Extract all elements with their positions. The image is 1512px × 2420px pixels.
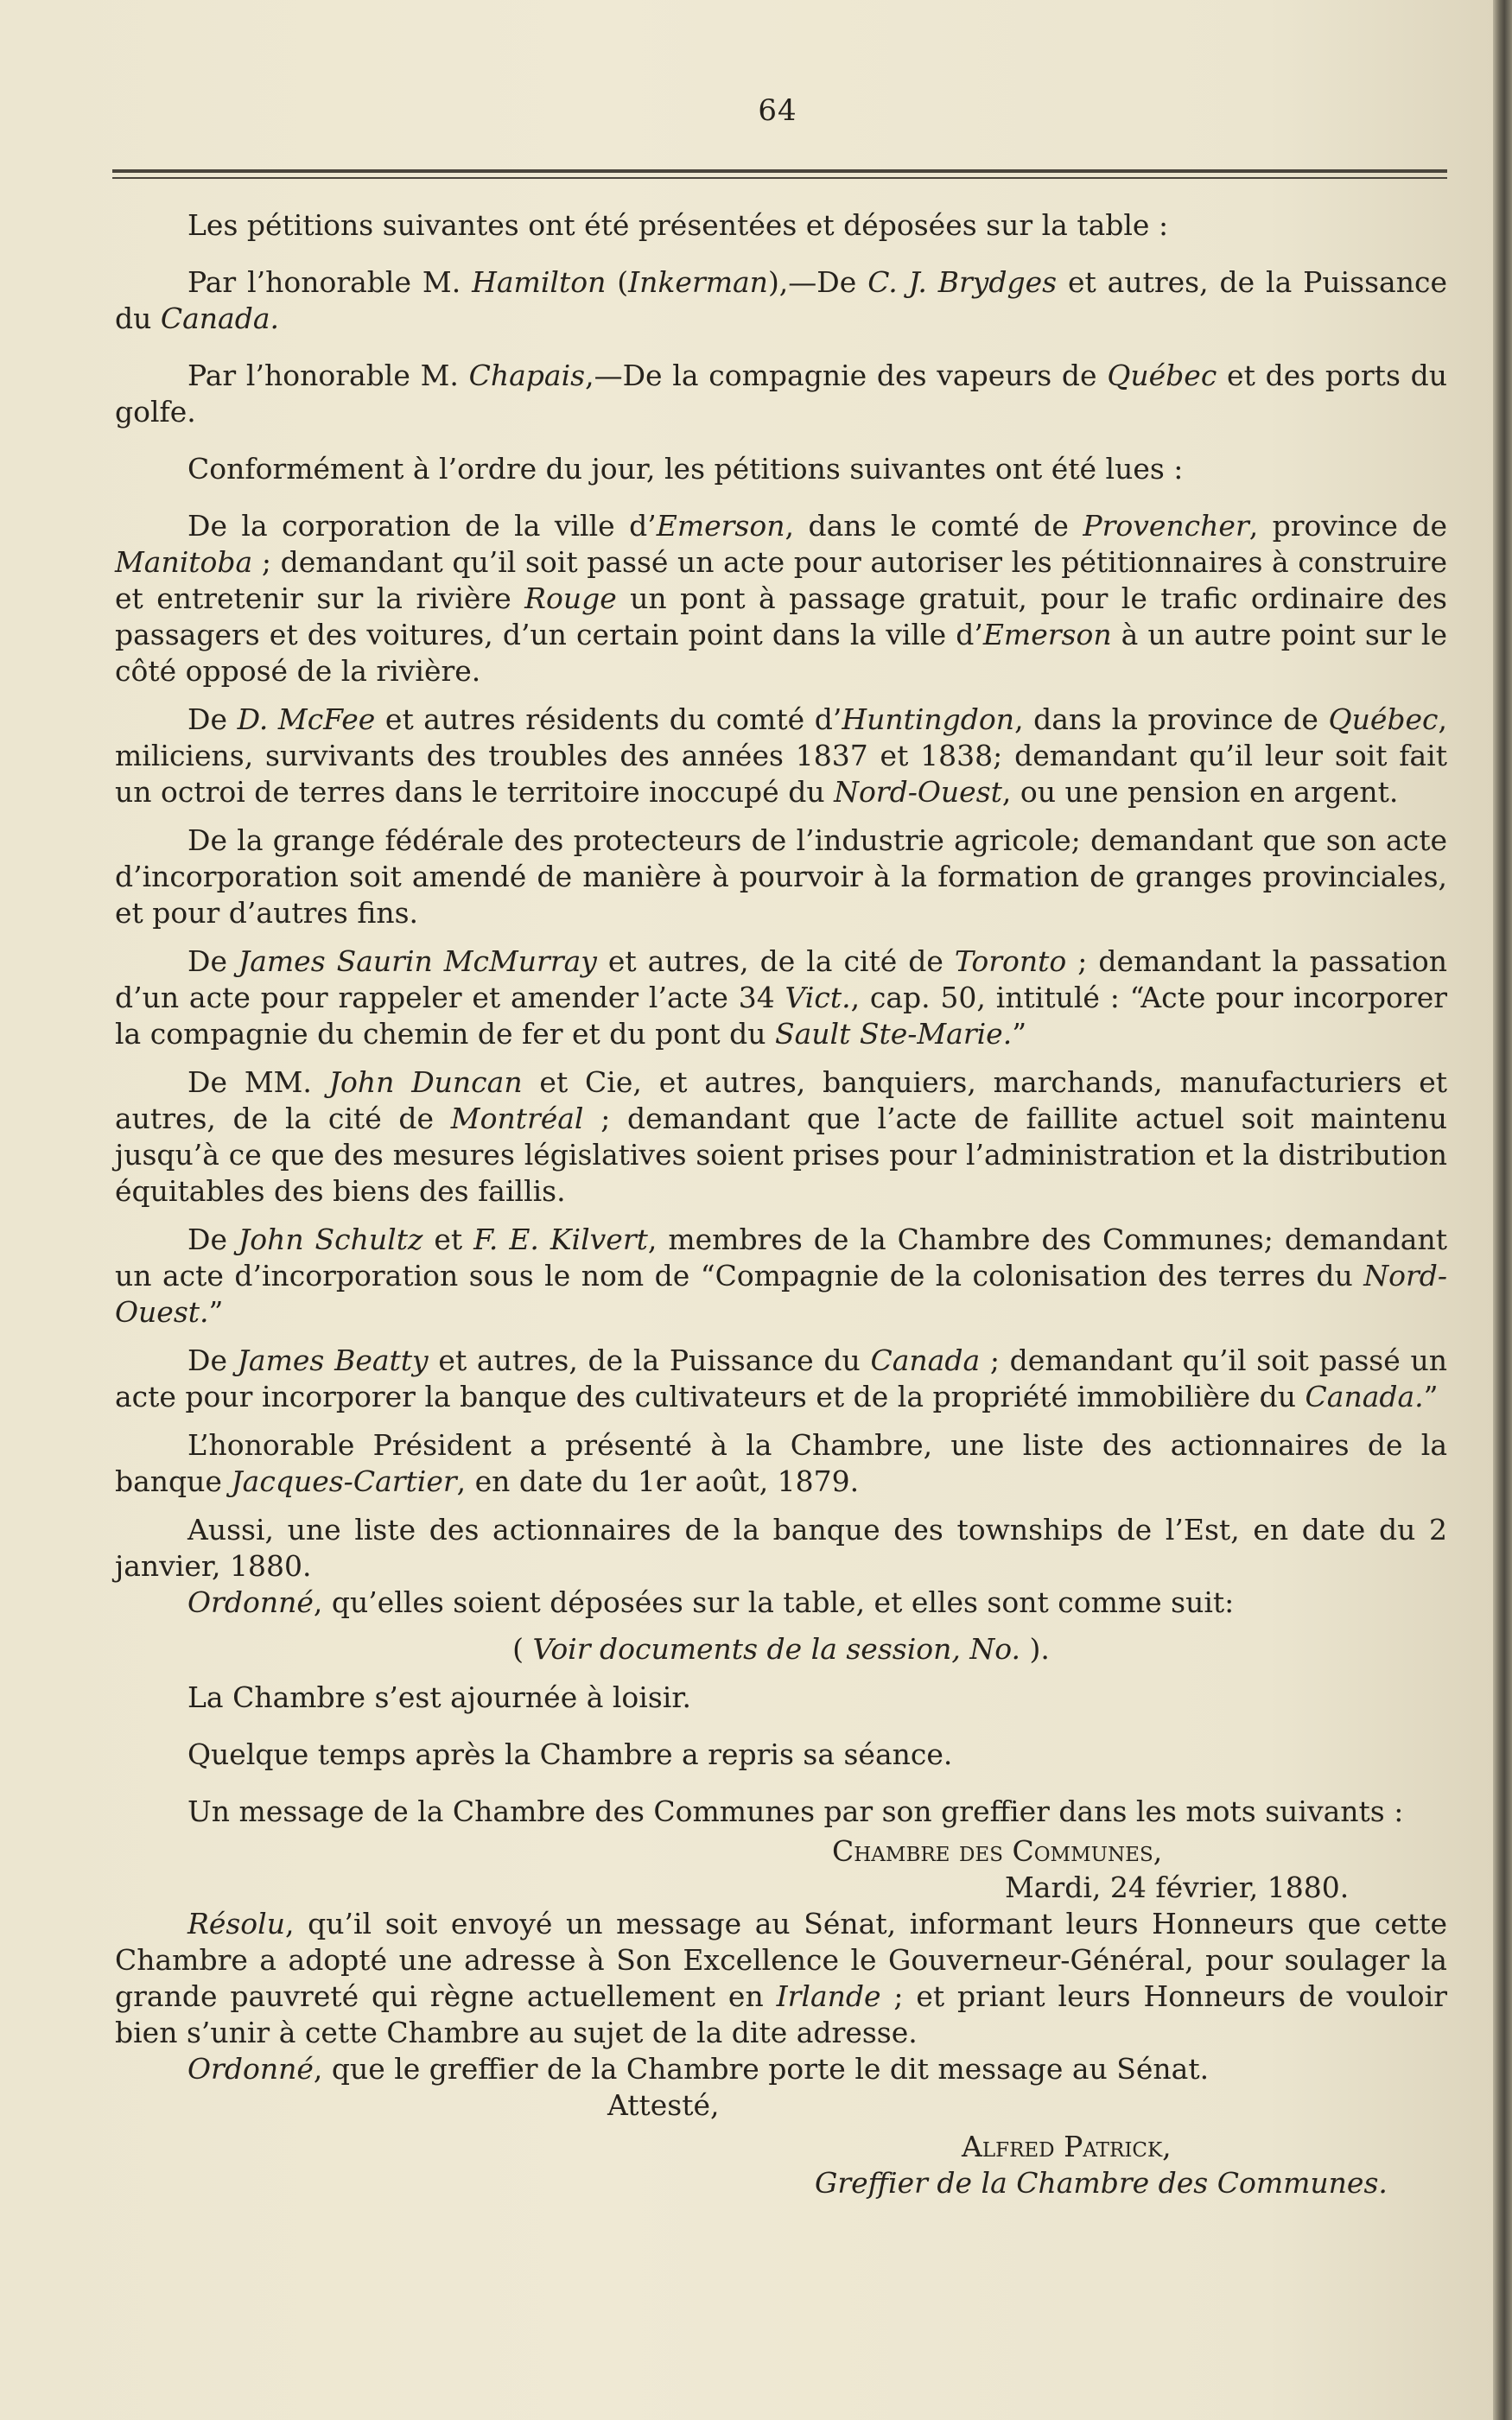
text-segment: et autres, de la Puissance du bbox=[428, 1343, 871, 1377]
italic-text-segment: Vict. bbox=[785, 981, 851, 1014]
paragraph-order-of-day bbox=[115, 451, 1447, 487]
header-rule-thin bbox=[112, 177, 1447, 179]
paragraph-grange bbox=[115, 823, 1447, 931]
text-segment: Attesté, bbox=[607, 2088, 720, 2122]
book-binding-edge bbox=[1493, 0, 1512, 2420]
italic-text-segment: Ordonné bbox=[187, 1585, 314, 1619]
text-segment: ; demandant la passation d’un acte pour rappeler et amender l’acte 34 bbox=[115, 944, 1447, 1014]
italic-text-segment: F. E. Kilvert bbox=[473, 1223, 648, 1256]
paragraph-petition-hamilton bbox=[115, 264, 1447, 337]
paragraph-ajournee bbox=[115, 1680, 1447, 1716]
text-segment: Quelque temps après la Chambre a repris sa séance. bbox=[187, 1737, 953, 1771]
italic-text-segment: Voir documents de la session, No. bbox=[532, 1632, 1020, 1666]
text-segment: , qu’elles soient déposées sur la table, et elles sont comme suit: bbox=[313, 1585, 1235, 1619]
text-segment: Greffier de la Chambre des Communes. bbox=[815, 2166, 1388, 2200]
text-segment: De bbox=[187, 702, 238, 736]
text-segment: Conformément à l’ordre du jour, les pétitions suivantes ont été lues : bbox=[187, 452, 1184, 486]
text-segment: Mardi, 24 février, 1880. bbox=[1005, 1871, 1350, 1904]
text-segment: ). bbox=[1020, 1632, 1050, 1666]
italic-text-segment: John Schultz bbox=[238, 1223, 423, 1256]
text-segment: et autres, de la cité de bbox=[596, 944, 955, 978]
text-segment: De la corporation de la ville d’ bbox=[187, 509, 657, 543]
italic-text-segment: Emerson bbox=[656, 509, 785, 543]
paragraph-schultz bbox=[115, 1222, 1447, 1331]
text-segment: ; demandant que l’acte de faillite actuel soit maintenu jusqu’à ce que des mesures législatives soient prises pour l’administration et la distribution équitables des biens des faillis. bbox=[115, 1102, 1447, 1208]
text-segment: , cap. 50, intitulé : “Acte pour incorporer la compagnie du chemin de fer et du pont du bbox=[115, 981, 1447, 1051]
italic-text-segment: Canada. bbox=[1305, 1380, 1424, 1413]
italic-text-segment: Nord-Ouest bbox=[834, 775, 1002, 809]
text-segment: ; et priant leurs Honneurs de vouloir bien s’unir à cette Chambre au sujet de la dite adresse. bbox=[115, 1979, 1448, 2049]
text-segment: et Cie, et autres, banquiers, marchands, manufacturiers et autres, de la cité de bbox=[115, 1065, 1448, 1135]
italic-text-segment: Jacques-Cartier bbox=[231, 1464, 457, 1498]
text-segment: ,—De la compagnie des vapeurs de bbox=[585, 359, 1108, 392]
paragraph-seance bbox=[115, 1737, 1447, 1773]
italic-text-segment: Huntingdon bbox=[842, 702, 1015, 736]
text-segment: Chambre des Communes, bbox=[832, 1834, 1163, 1868]
signature-title bbox=[115, 2165, 1447, 2201]
text-segment: De MM. bbox=[187, 1065, 329, 1099]
text-segment: Par l’honorable M. bbox=[187, 265, 473, 299]
text-segment: Aussi, une liste des actionnaires de la banque des townships de l’Est, en date du 2 janvier, 1880. bbox=[115, 1513, 1447, 1583]
paragraph-president-list bbox=[115, 1427, 1447, 1500]
text-segment: De bbox=[187, 1343, 238, 1377]
text-segment: et autres, de la Puissance du bbox=[115, 265, 1447, 335]
paragraph-duncan bbox=[115, 1064, 1447, 1210]
italic-text-segment: Chapais bbox=[468, 359, 586, 392]
text-segment: ),—De bbox=[767, 265, 868, 299]
text-segment: , dans le comté de bbox=[785, 509, 1083, 543]
italic-text-segment: Nord-Ouest. bbox=[115, 1259, 1447, 1329]
text-segment: , qu’il soit envoyé un message au Sénat, informant leurs Honneurs que cette Chambre a adopté une adresse à Son Excellence le Gouverneur-Général, pour soulager la grande pauvreté qui règne actuellement en bbox=[115, 1907, 1447, 2013]
text-segment: ” bbox=[1423, 1380, 1439, 1413]
italic-text-segment: Hamilton bbox=[472, 265, 607, 299]
text-segment: Un message de la Chambre des Communes par son greffier dans les mots suivants : bbox=[187, 1794, 1404, 1828]
text-segment: , membres de la Chambre des Communes; demandant un acte d’incorporation sous le nom de “Compagnie de la colonisation des terres du bbox=[115, 1223, 1448, 1293]
text-segment: La Chambre s’est ajournée à loisir. bbox=[187, 1680, 691, 1714]
text-segment: , que le greffier de la Chambre porte le dit message au Sénat. bbox=[313, 2052, 1210, 2086]
italic-text-segment: Sault Ste-Marie. bbox=[775, 1017, 1013, 1051]
italic-text-segment: Canada. bbox=[160, 302, 280, 335]
text-segment: Par l’honorable M. bbox=[187, 359, 469, 392]
text-segment: ; demandant qu’il soit passé un acte pour incorporer la banque des cultivateurs et de la propriété immobilière du bbox=[115, 1343, 1447, 1413]
italic-text-segment: C. J. Brydges bbox=[867, 265, 1058, 299]
text-segment: Les pétitions suivantes ont été présentées et déposées sur la table : bbox=[187, 208, 1169, 242]
text-segment: et bbox=[422, 1223, 474, 1256]
italic-text-segment: John Duncan bbox=[328, 1065, 523, 1099]
italic-text-segment: James Saurin McMurray bbox=[238, 944, 597, 978]
italic-text-segment: Irlande bbox=[776, 1979, 881, 2013]
italic-text-segment: Montréal bbox=[450, 1102, 584, 1135]
italic-text-segment: Emerson bbox=[982, 618, 1112, 651]
page-number: 64 bbox=[758, 93, 797, 128]
italic-text-segment: Résolu bbox=[187, 1907, 285, 1940]
heading-chambre-communes bbox=[115, 1833, 1447, 1870]
text-segment: , province de bbox=[1248, 509, 1447, 543]
text-segment: L’honorable Président a présenté à la Chambre, une liste des actionnaires de la banque bbox=[115, 1428, 1447, 1498]
italic-text-segment: D. McFee bbox=[237, 702, 376, 736]
text-segment: ( bbox=[512, 1632, 533, 1666]
italic-text-segment: Provencher bbox=[1083, 509, 1249, 543]
document-body bbox=[115, 207, 1447, 2201]
text-segment: à un autre point sur le côté opposé de la rivière. bbox=[115, 618, 1447, 688]
attestation bbox=[115, 2087, 1447, 2124]
italic-text-segment: Ordonné bbox=[187, 2052, 314, 2086]
header-rule-thick bbox=[112, 169, 1447, 173]
text-segment: ; demandant qu’il soit passé un acte pour autoriser les pétitionnaires à construire et entretenir sur la rivière bbox=[115, 545, 1447, 615]
text-segment: , dans la province de bbox=[1014, 702, 1329, 736]
paragraph-petition-chapais bbox=[115, 358, 1447, 430]
text-segment: De la grange fédérale des protecteurs de l’industrie agricole; demandant que son acte d’incorporation soit amendé de manière à pourvoir à la formation de granges provinciales, et pour d’autres fins. bbox=[115, 823, 1447, 930]
text-segment: ” bbox=[208, 1295, 224, 1329]
italic-text-segment: Québec bbox=[1328, 702, 1439, 736]
text-segment: un pont à passage gratuit, pour le trafic ordinaire des passagers et des voitures, d’un certain point dans la ville d’ bbox=[115, 581, 1447, 651]
text-segment: ” bbox=[1012, 1017, 1027, 1051]
paragraph-resolu bbox=[115, 1906, 1447, 2051]
italic-text-segment: Québec bbox=[1107, 359, 1217, 392]
date-line bbox=[115, 1870, 1447, 1906]
paragraph-townships-list bbox=[115, 1512, 1447, 1585]
paragraph-beatty bbox=[115, 1343, 1447, 1415]
text-segment: , en date du 1er août, 1879. bbox=[456, 1464, 860, 1498]
signature-name bbox=[115, 2129, 1447, 2165]
italic-text-segment: James Beatty bbox=[237, 1343, 429, 1377]
text-segment: et autres résidents du comté d’ bbox=[375, 702, 842, 736]
italic-text-segment: Rouge bbox=[524, 581, 617, 615]
paragraph-ordonne-1 bbox=[115, 1585, 1447, 1621]
text-segment: et des ports du golfe. bbox=[115, 359, 1447, 429]
paragraph-petitions-intro bbox=[115, 207, 1447, 244]
text-segment: , ou une pension en argent. bbox=[1001, 775, 1399, 809]
italic-text-segment: Canada bbox=[870, 1343, 981, 1377]
paragraph-message-intro bbox=[115, 1794, 1447, 1830]
text-segment: ( bbox=[606, 265, 629, 299]
text-segment: De bbox=[187, 1223, 238, 1256]
italic-text-segment: Inkerman bbox=[628, 265, 768, 299]
italic-text-segment: Toronto bbox=[954, 944, 1067, 978]
text-segment: De bbox=[187, 944, 238, 978]
paragraph-mcfee bbox=[115, 702, 1447, 810]
italic-text-segment: Manitoba bbox=[115, 545, 253, 579]
text-segment: Alfred Patrick, bbox=[962, 2130, 1172, 2163]
paragraph-emerson bbox=[115, 508, 1447, 689]
paragraph-mcmurray bbox=[115, 943, 1447, 1052]
text-segment: , miliciens, survivants des troubles des années 1837 et 1838; demandant qu’il leur soit fait un octroi de terres dans le territoire inoccupé du bbox=[115, 702, 1447, 809]
paragraph-voir-documents bbox=[115, 1631, 1447, 1667]
paragraph-ordonne-2 bbox=[115, 2051, 1447, 2087]
